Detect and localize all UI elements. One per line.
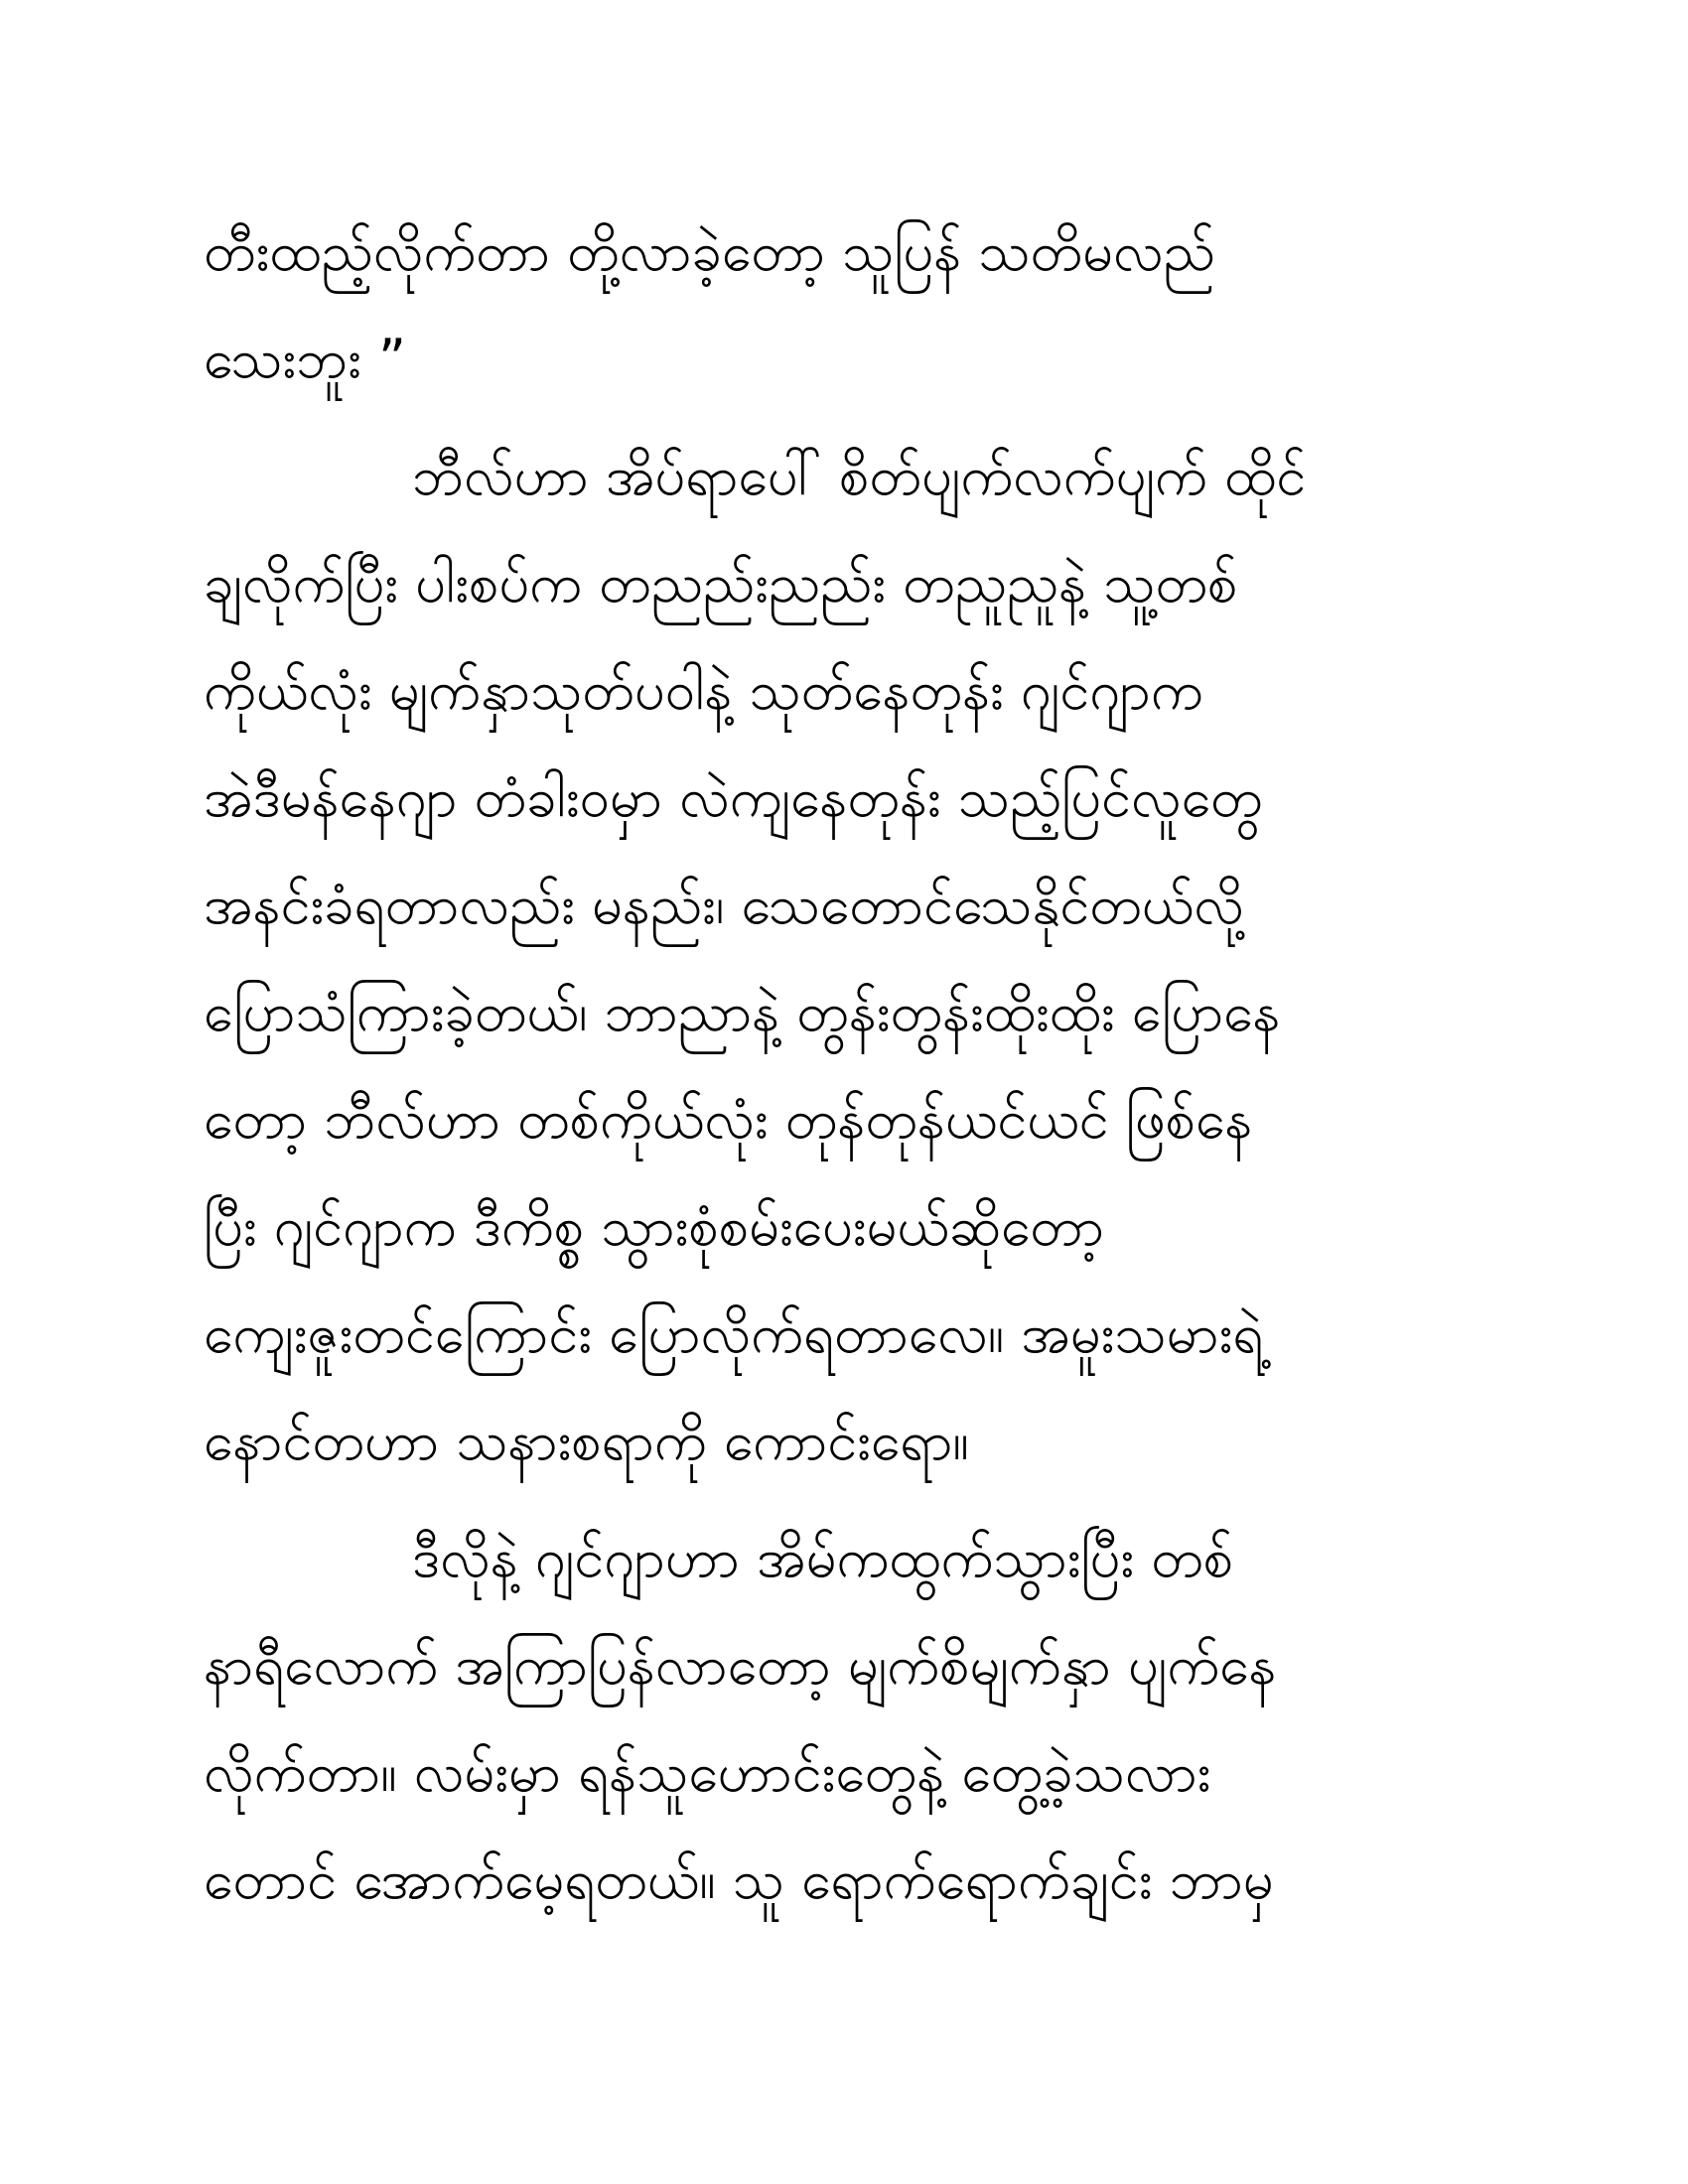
text-line: သေးဘူး ”	[204, 328, 406, 390]
text-line: တောင် အောက်မေ့ရတယ်။ သူ ရောက်ရောက်ချင်း ဘာမှ	[204, 1848, 1274, 1911]
text-line: ပြီး ဂျင်ဂျာက ဒီကိစ္စ သွားစုံစမ်းပေးမယ်ဆိုတော့	[204, 1195, 1105, 1258]
text-line: တော့ ဘီလ်ဟာ တစ်ကိုယ်လုံး တုန်တုန်ယင်ယင် ဖြစ်နေ	[204, 1088, 1253, 1151]
text-line: နာရီလောက် အကြာပြန်လာတော့ မျက်စိမျက်နှာ ပျက်နေ	[204, 1634, 1277, 1697]
paragraph-2	[204, 423, 1484, 1495]
paragraph-3	[204, 1505, 1484, 1934]
text-line: နောင်တဟာ သနားစရာကို ကောင်းရော။	[204, 1410, 969, 1472]
text-line: ချလိုက်ပြီး ပါးစပ်က တညည်းညည်း တညူညူနဲ့ သူ့တစ်	[204, 552, 1238, 614]
text-line: ပြောသံကြားခဲ့တယ်၊ ဘာညာနဲ့ တွန်းတွန်းထိုးထိုး ပြောနေ	[204, 981, 1281, 1043]
text-line: လိုက်တာ။ လမ်းမှာ ရန်သူဟောင်းတွေနဲ့ တွေ့ခဲ့သလား	[204, 1741, 1211, 1804]
text-line: ဘီလ်ဟာ အိပ်ရာပေါ် စိတ်ပျက်လက်ပျက် ထိုင်	[412, 445, 1307, 507]
body-text	[204, 199, 1484, 1934]
text-line: တီးထည့်လိုက်တာ တို့လာခဲ့တော့ သူပြန် သတိမလည်	[204, 220, 1215, 283]
text-line: ဒီလိုနဲ့ ဂျင်ဂျာဟာ အိမ်ကထွက်သွားပြီး တစ်	[412, 1527, 1234, 1589]
text-line: ကိုယ်လုံး မျက်နှာသုတ်ပဝါနဲ့ သုတ်နေတုန်း ဂျင်ဂျာက	[204, 659, 1203, 722]
text-line: ကျေးဇူးတင်ကြောင်း ပြောလိုက်ရတာလေ။ အမူးသမားရဲ့	[204, 1302, 1264, 1365]
text-line: အနင်းခံရတာလည်း မနည်း၊ သေတောင်သေနိုင်တယ်လို့	[204, 874, 1244, 936]
paragraph-1	[204, 199, 1484, 413]
text-line: အဲဒီမန်နေဂျာ တံခါးဝမှာ လဲကျနေတုန်း သည့်ပြင်လူတွေ	[204, 766, 1263, 829]
